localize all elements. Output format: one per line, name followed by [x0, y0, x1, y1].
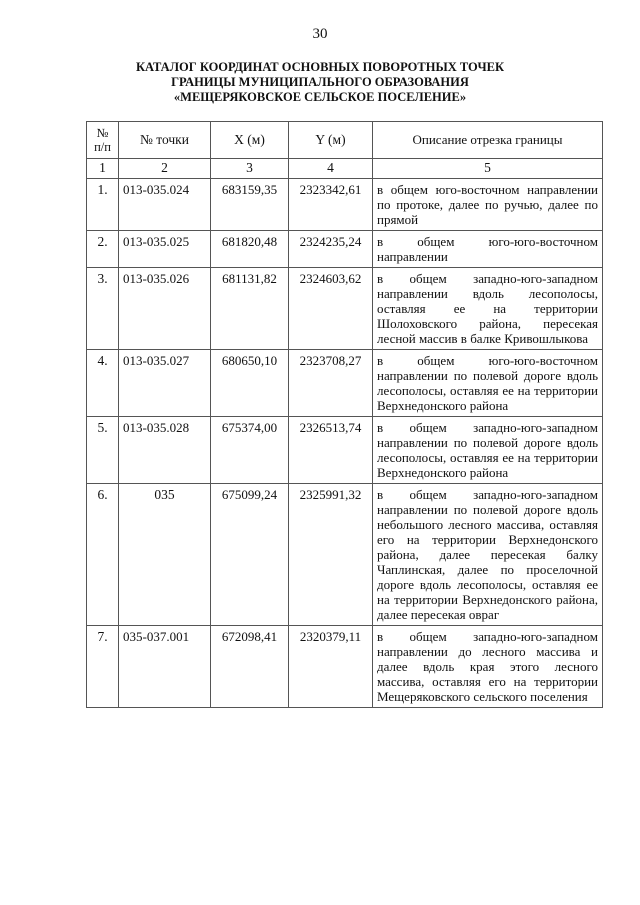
- column-index: 5: [373, 159, 603, 179]
- header-description: Описание отрезка границы: [373, 122, 603, 159]
- row-number: 6.: [87, 484, 119, 626]
- y-coordinate: 2325991,32: [289, 484, 373, 626]
- column-index: 3: [211, 159, 289, 179]
- x-coordinate: 675374,00: [211, 417, 289, 484]
- point-id: 013-035.026: [119, 268, 211, 350]
- row-number: 3.: [87, 268, 119, 350]
- segment-description: в общем западно-юго-западном направлении до лесного массива и далее вдоль края этого лесного массива, оставляя его на территории Мещеряковского сельского поселения: [373, 626, 603, 708]
- row-number: 7.: [87, 626, 119, 708]
- point-id: 013-035.027: [119, 350, 211, 417]
- table-header-row: [87, 122, 603, 159]
- column-index: 1: [87, 159, 119, 179]
- x-coordinate: 675099,24: [211, 484, 289, 626]
- row-number: 5.: [87, 417, 119, 484]
- title-line-3: «МЕЩЕРЯКОВСКОЕ СЕЛЬСКОЕ ПОСЕЛЕНИЕ»: [173, 90, 467, 104]
- document-title: [80, 60, 560, 105]
- segment-description: в общем западно-юго-западном направлении по полевой дороге вдоль лесополосы, оставляя ее на территории Верхнедонского района: [373, 417, 603, 484]
- header-y: Y (м): [289, 122, 373, 159]
- table-row: [87, 350, 603, 417]
- table-row: [87, 417, 603, 484]
- header-row-number-line-2: п/п: [94, 140, 111, 154]
- header-row-number: [87, 122, 119, 159]
- x-coordinate: 680650,10: [211, 350, 289, 417]
- point-id: 013-035.028: [119, 417, 211, 484]
- segment-description: в общем юго-юго-восточном направлении по полевой дороге вдоль лесополосы, оставляя ее на территории Верхнедонского района: [373, 350, 603, 417]
- table-row: [87, 484, 603, 626]
- header-x: X (м): [211, 122, 289, 159]
- row-number: 2.: [87, 231, 119, 268]
- segment-description: в общем юго-восточном направлении по протоке, далее по ручью, далее по прямой: [373, 179, 603, 231]
- x-coordinate: 681820,48: [211, 231, 289, 268]
- point-id: 035: [119, 484, 211, 626]
- segment-description: в общем западно-юго-западном направлении вдоль лесополосы, оставляя ее на территории Шолоховского района, пересекая лесной массив в балке Кривошлыкова: [373, 268, 603, 350]
- column-index: 2: [119, 159, 211, 179]
- title-line-2: ГРАНИЦЫ МУНИЦИПАЛЬНОГО ОБРАЗОВАНИЯ: [171, 75, 469, 89]
- point-id: 013-035.025: [119, 231, 211, 268]
- x-coordinate: 672098,41: [211, 626, 289, 708]
- point-id: 013-035.024: [119, 179, 211, 231]
- column-index: 4: [289, 159, 373, 179]
- row-number: 1.: [87, 179, 119, 231]
- y-coordinate: 2323342,61: [289, 179, 373, 231]
- x-coordinate: 681131,82: [211, 268, 289, 350]
- segment-description: в общем западно-юго-западном направлении по полевой дороге вдоль небольшого лесного массива, оставляя его на территории Верхнедонского района, далее пересекая балку Чаплинская, далее по проселочной дороге вдоль лесополосы, оставляя ее на территории Верхнедонского района, далее пересекая овраг: [373, 484, 603, 626]
- row-number: 4.: [87, 350, 119, 417]
- coordinates-table: [86, 121, 603, 708]
- point-id: 035-037.001: [119, 626, 211, 708]
- segment-description: в общем юго-юго-восточном направлении: [373, 231, 603, 268]
- y-coordinate: 2324603,62: [289, 268, 373, 350]
- column-index-row: [87, 159, 603, 179]
- table-row: [87, 626, 603, 708]
- table-row: [87, 231, 603, 268]
- x-coordinate: 683159,35: [211, 179, 289, 231]
- y-coordinate: 2323708,27: [289, 350, 373, 417]
- y-coordinate: 2320379,11: [289, 626, 373, 708]
- table-row: [87, 179, 603, 231]
- header-row-number-line-1: №: [96, 126, 109, 140]
- y-coordinate: 2326513,74: [289, 417, 373, 484]
- page-number: 30: [312, 26, 328, 42]
- table-row: [87, 268, 603, 350]
- title-line-1: КАТАЛОГ КООРДИНАТ ОСНОВНЫХ ПОВОРОТНЫХ ТОЧЕК: [135, 60, 505, 74]
- header-point: № точки: [119, 122, 211, 159]
- y-coordinate: 2324235,24: [289, 231, 373, 268]
